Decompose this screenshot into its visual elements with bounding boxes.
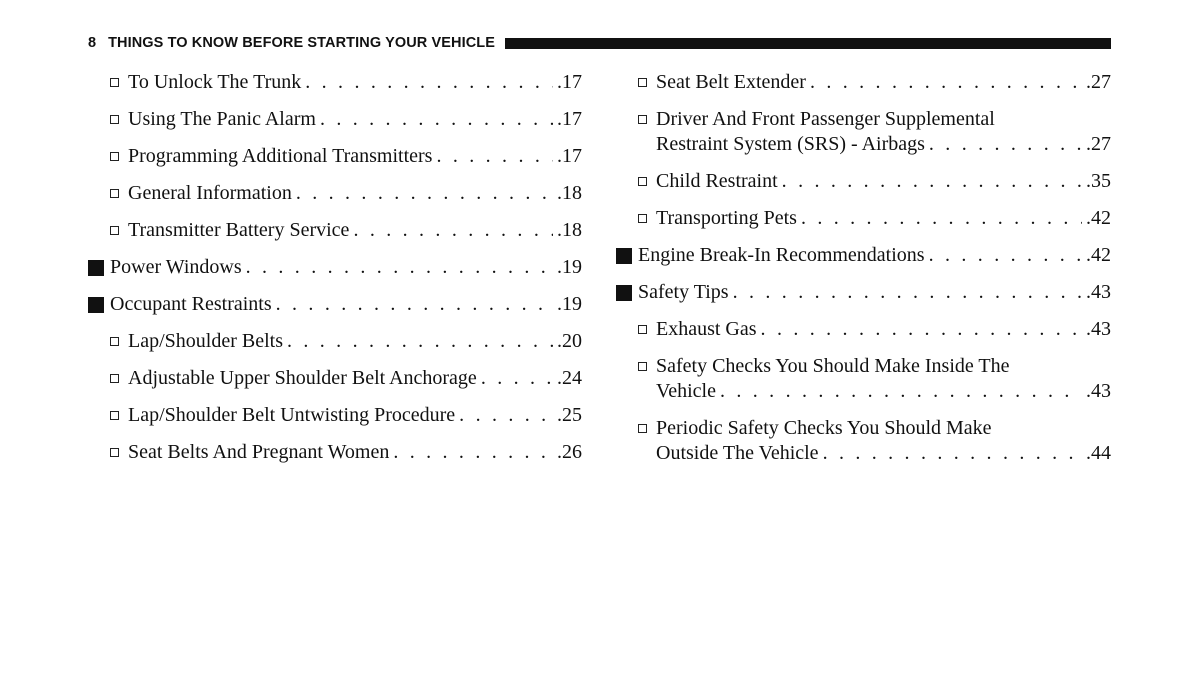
toc-entry-engine-break-in-recommendations[interactable] bbox=[616, 243, 1111, 268]
toc-entry-line bbox=[128, 366, 582, 391]
dot-leader bbox=[481, 366, 553, 391]
entry-marker bbox=[110, 440, 119, 465]
toc-page-number: .35 bbox=[1086, 170, 1111, 192]
toc-entry-line bbox=[656, 70, 1111, 95]
toc-page-number: .27 bbox=[1086, 71, 1111, 93]
toc-entry-title: Engine Break-In Recommendations bbox=[638, 244, 925, 266]
toc-entry-safety-tips[interactable] bbox=[616, 280, 1111, 305]
toc-entry-to-unlock-the-trunk[interactable] bbox=[88, 70, 582, 95]
toc-page-number: .43 bbox=[1086, 281, 1111, 303]
dot-leader bbox=[929, 132, 1082, 157]
open-square-icon bbox=[638, 214, 647, 223]
toc-entry-title: General Information bbox=[128, 182, 292, 204]
dot-leader bbox=[810, 70, 1082, 95]
open-square-icon bbox=[638, 115, 647, 124]
toc-entry-line bbox=[638, 243, 1111, 268]
filled-square-icon bbox=[616, 248, 632, 264]
toc-entry-line bbox=[128, 70, 582, 95]
toc-entry-title: Exhaust Gas bbox=[656, 318, 757, 340]
toc-entry-title: Occupant Restraints bbox=[110, 293, 272, 315]
toc-entry-title: Power Windows bbox=[110, 256, 242, 278]
toc-entry-general-information[interactable] bbox=[88, 181, 582, 206]
open-square-icon bbox=[638, 424, 647, 433]
toc-page-number: .18 bbox=[557, 219, 582, 241]
toc-entry-exhaust-gas[interactable] bbox=[616, 317, 1111, 342]
toc-page-number: .17 bbox=[557, 108, 582, 130]
toc-entry-periodic-safety-checks-you-should-make-outside-the-vehicle[interactable] bbox=[616, 416, 1111, 466]
toc-page-number: .24 bbox=[557, 367, 582, 389]
entry-marker bbox=[110, 218, 119, 243]
open-square-icon bbox=[110, 152, 119, 161]
header-rule bbox=[505, 38, 1111, 49]
toc-page-number: .17 bbox=[557, 71, 582, 93]
toc-entry-seat-belts-and-pregnant-women[interactable] bbox=[88, 440, 582, 465]
toc-entry-line bbox=[128, 144, 582, 169]
page-header bbox=[88, 34, 1111, 52]
toc-entry-title: Programming Additional Transmitters bbox=[128, 145, 433, 167]
dot-leader bbox=[287, 329, 553, 354]
entry-marker bbox=[110, 144, 119, 169]
toc-page-number: .43 bbox=[1086, 318, 1111, 340]
toc-entry-adjustable-upper-shoulder-belt-anchorage[interactable] bbox=[88, 366, 582, 391]
toc-entry-line bbox=[656, 416, 1111, 441]
dot-leader bbox=[353, 218, 553, 243]
entry-marker bbox=[638, 206, 647, 231]
toc-page-number: .19 bbox=[557, 293, 582, 315]
open-square-icon bbox=[110, 189, 119, 198]
toc-entry-line bbox=[110, 255, 582, 280]
open-square-icon bbox=[110, 115, 119, 124]
toc-entry-driver-and-front-passenger-supplemental-restraint-system-srs-airbags[interactable] bbox=[616, 107, 1111, 157]
toc-entry-line bbox=[656, 379, 1111, 404]
dot-leader bbox=[276, 292, 553, 317]
toc-right-column bbox=[616, 70, 1111, 478]
toc-entry-seat-belt-extender[interactable] bbox=[616, 70, 1111, 95]
toc-page-number: .20 bbox=[557, 330, 582, 352]
entry-marker bbox=[638, 169, 647, 194]
toc-entry-line bbox=[656, 107, 1111, 132]
toc-entry-title: To Unlock The Trunk bbox=[128, 71, 302, 93]
toc-entry-occupant-restraints[interactable] bbox=[88, 292, 582, 317]
toc-entry-title: Outside The Vehicle bbox=[656, 442, 819, 464]
toc-entry-line bbox=[110, 292, 582, 317]
open-square-icon bbox=[110, 337, 119, 346]
entry-marker bbox=[638, 317, 647, 342]
toc-entry-title: Safety Checks You Should Make Inside The bbox=[656, 355, 1010, 377]
toc-entry-line bbox=[656, 206, 1111, 231]
open-square-icon bbox=[110, 448, 119, 457]
toc-left-column bbox=[88, 70, 582, 477]
toc-page-number: .43 bbox=[1086, 380, 1111, 402]
toc-page-number: .17 bbox=[557, 145, 582, 167]
toc-page-number: .26 bbox=[557, 441, 582, 463]
dot-leader bbox=[305, 70, 553, 95]
entry-marker bbox=[110, 366, 119, 391]
entry-marker bbox=[638, 107, 647, 132]
dot-leader bbox=[720, 379, 1082, 404]
open-square-icon bbox=[638, 177, 647, 186]
section-title: THINGS TO KNOW BEFORE STARTING YOUR VEHICLE bbox=[108, 35, 496, 51]
toc-entry-child-restraint[interactable] bbox=[616, 169, 1111, 194]
toc-entry-line bbox=[656, 354, 1111, 379]
toc-page-number: .27 bbox=[1086, 133, 1111, 155]
entry-marker bbox=[616, 243, 632, 268]
open-square-icon bbox=[110, 226, 119, 235]
toc-entry-title: Lap/Shoulder Belts bbox=[128, 330, 283, 352]
open-square-icon bbox=[110, 374, 119, 383]
dot-leader bbox=[393, 440, 553, 465]
open-square-icon bbox=[638, 325, 647, 334]
toc-page-number: .25 bbox=[557, 404, 582, 426]
dot-leader bbox=[823, 441, 1082, 466]
entry-marker bbox=[88, 255, 104, 280]
toc-entry-transmitter-battery-service[interactable] bbox=[88, 218, 582, 243]
toc-entry-title: Seat Belts And Pregnant Women bbox=[128, 441, 390, 463]
toc-entry-transporting-pets[interactable] bbox=[616, 206, 1111, 231]
toc-entry-line bbox=[128, 329, 582, 354]
dot-leader bbox=[436, 144, 553, 169]
dot-leader bbox=[733, 280, 1082, 305]
toc-entry-title: Vehicle bbox=[656, 380, 716, 402]
toc-page-number: .42 bbox=[1086, 207, 1111, 229]
filled-square-icon bbox=[88, 260, 104, 276]
toc-entry-lap-shoulder-belts[interactable] bbox=[88, 329, 582, 354]
toc-page-number: .42 bbox=[1086, 244, 1111, 266]
toc-entry-title: Lap/Shoulder Belt Untwisting Procedure bbox=[128, 404, 456, 426]
toc-page-number: .44 bbox=[1086, 442, 1111, 464]
toc-entry-title: Periodic Safety Checks You Should Make bbox=[656, 417, 992, 439]
toc-entry-title: Restraint System (SRS) - Airbags bbox=[656, 133, 925, 155]
dot-leader bbox=[296, 181, 553, 206]
toc-entry-line bbox=[656, 132, 1111, 157]
entry-marker bbox=[110, 107, 119, 132]
entry-marker bbox=[638, 354, 647, 379]
dot-leader bbox=[761, 317, 1082, 342]
entry-marker bbox=[638, 416, 647, 441]
dot-leader bbox=[782, 169, 1082, 194]
dot-leader bbox=[246, 255, 553, 280]
toc-entry-programming-additional-transmitters[interactable] bbox=[88, 144, 582, 169]
entry-marker bbox=[110, 329, 119, 354]
filled-square-icon bbox=[88, 297, 104, 313]
open-square-icon bbox=[638, 362, 647, 371]
toc-entry-line bbox=[128, 218, 582, 243]
entry-marker bbox=[638, 70, 647, 95]
toc-entry-title: Using The Panic Alarm bbox=[128, 108, 316, 130]
open-square-icon bbox=[638, 78, 647, 87]
dot-leader bbox=[459, 403, 553, 428]
toc-entry-title: Transmitter Battery Service bbox=[128, 219, 350, 241]
dot-leader bbox=[801, 206, 1082, 231]
toc-entry-title: Transporting Pets bbox=[656, 207, 797, 229]
toc-entry-using-the-panic-alarm[interactable] bbox=[88, 107, 582, 132]
toc-page-number: .19 bbox=[557, 256, 582, 278]
toc-entry-line bbox=[128, 403, 582, 428]
open-square-icon bbox=[110, 411, 119, 420]
toc-entry-title: Driver And Front Passenger Supplemental bbox=[656, 108, 995, 130]
toc-entry-safety-checks-you-should-make-inside-the-vehicle[interactable] bbox=[616, 354, 1111, 404]
page-number: 8 bbox=[88, 35, 97, 51]
toc-entry-line bbox=[128, 181, 582, 206]
dot-leader bbox=[929, 243, 1082, 268]
entry-marker bbox=[110, 70, 119, 95]
toc-entry-line bbox=[128, 107, 582, 132]
toc-entry-title: Child Restraint bbox=[656, 170, 778, 192]
toc-entry-line bbox=[656, 441, 1111, 466]
toc-entry-title: Seat Belt Extender bbox=[656, 71, 806, 93]
toc-entry-lap-shoulder-belt-untwisting-procedure[interactable] bbox=[88, 403, 582, 428]
entry-marker bbox=[110, 181, 119, 206]
entry-marker bbox=[110, 403, 119, 428]
toc-entry-title: Safety Tips bbox=[638, 281, 729, 303]
toc-entry-line bbox=[656, 317, 1111, 342]
filled-square-icon bbox=[616, 285, 632, 301]
toc-entry-title: Adjustable Upper Shoulder Belt Anchorage bbox=[128, 367, 477, 389]
toc-entry-power-windows[interactable] bbox=[88, 255, 582, 280]
dot-leader bbox=[320, 107, 553, 132]
toc-entry-line bbox=[638, 280, 1111, 305]
toc-entry-line bbox=[656, 169, 1111, 194]
open-square-icon bbox=[110, 78, 119, 87]
entry-marker bbox=[88, 292, 104, 317]
toc-entry-line bbox=[128, 440, 582, 465]
toc-page-number: .18 bbox=[557, 182, 582, 204]
entry-marker bbox=[616, 280, 632, 305]
